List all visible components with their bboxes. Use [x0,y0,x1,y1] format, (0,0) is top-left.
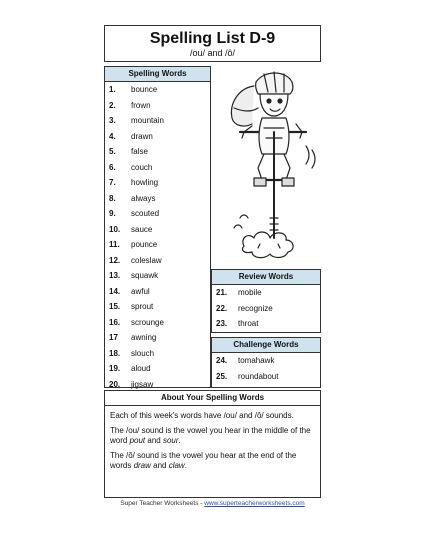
word-number: 22. [216,303,228,313]
challenge-list [212,353,320,384]
spelling-words-header: Spelling Words [105,67,210,82]
spelling-word-row [105,206,210,222]
word-text: sprout [131,302,154,311]
word-number: 5. [109,147,116,156]
word-text: bounce [131,85,158,94]
word-text: false [131,147,148,156]
spelling-word-row [105,253,210,269]
spelling-words-box [104,66,211,388]
word-number: 20. [109,379,121,389]
spelling-word-row [105,98,210,114]
footer [104,500,321,507]
word-number: 10. [109,224,121,234]
spelling-word-row [105,113,210,129]
spelling-word-row [105,361,210,377]
word-text: mobile [238,288,262,297]
spelling-word-row [105,222,210,238]
spelling-word-row [105,191,210,207]
word-number: 6. [109,162,116,172]
spelling-word-row [105,330,210,346]
spelling-list [105,82,210,392]
word-number: 24. [216,356,228,365]
about-box [104,390,321,498]
spelling-word-row [105,284,210,300]
word-text: recognize [238,303,273,313]
word-text: howling [131,178,159,187]
about-paragraph-2: The /ou/ sound is the vowel you hear in the middle of the word pout and sour. [110,426,311,445]
review-word-row [212,285,320,301]
challenge-word-row [212,353,320,369]
word-number: 9. [109,209,116,218]
page-title: Spelling List D-9 [149,30,276,47]
word-text: always [131,193,156,203]
word-text: scrounge [131,317,164,327]
word-number: 21. [216,288,228,297]
about-paragraph-3: The /ô/ sound is the vowel you hear at the end of the words draw and claw. [110,451,297,470]
word-number: 17 [109,333,118,342]
word-number: 23. [216,319,228,328]
review-words-header: Review Words [212,270,320,285]
word-text: roundabout [238,371,279,381]
word-number: 11. [109,240,120,249]
word-text: awning [131,333,157,342]
title-box [104,25,321,62]
word-text: aloud [131,364,151,373]
spelling-word-row [105,82,210,98]
word-text: coleslaw [131,255,162,265]
spelling-word-row [105,129,210,145]
spelling-word-row [105,144,210,160]
word-text: slouch [131,348,155,358]
spelling-word-row [105,346,210,362]
word-text: scouted [131,209,160,218]
word-text: tomahawk [238,356,275,365]
word-number: 25. [216,371,228,381]
word-text: drawn [131,131,153,141]
review-words-box [211,269,321,333]
word-text: jigsaw [131,379,154,389]
word-number: 1. [109,85,116,94]
girl-on-pogo-stick-illustration [214,68,320,264]
word-number: 19. [109,364,121,373]
page-subtitle: /ou/ and /ô/ [189,48,236,58]
challenge-word-row [212,369,320,385]
word-text: sauce [131,224,153,234]
word-text: frown [131,100,151,110]
about-paragraph-1: Each of this week's words have /ou/ and /ô/ sounds. [110,411,294,420]
word-text: couch [131,162,153,172]
word-number: 2. [109,100,116,110]
word-text: pounce [131,240,158,249]
word-number: 13. [109,271,121,280]
footer-text: Super Teacher Worksheets - [120,500,205,507]
word-number: 15. [109,302,121,311]
word-text: awful [131,286,150,296]
spelling-word-row [105,160,210,176]
spelling-word-row [105,315,210,331]
word-text: squawk [131,271,159,280]
footer-link[interactable]: www.superteacherworksheets.com [204,500,305,507]
review-word-row [212,316,320,332]
review-word-row [212,301,320,317]
spelling-word-row [105,299,210,315]
word-number: 12. [109,255,121,265]
spelling-word-row [105,268,210,284]
word-number: 14. [109,286,121,296]
spelling-word-row [105,175,210,191]
word-number: 3. [109,116,116,125]
spelling-word-row [105,237,210,253]
word-text: throat [238,319,259,328]
word-number: 16. [109,317,121,327]
about-header: About Your Spelling Words [105,391,320,406]
challenge-words-box [211,337,321,388]
word-number: 7. [109,178,116,187]
word-number: 4. [109,131,116,141]
challenge-words-header: Challenge Words [212,338,320,353]
review-list [212,285,320,332]
word-number: 18. [109,348,121,358]
word-number: 8. [109,193,116,203]
word-text: mountain [131,116,164,125]
